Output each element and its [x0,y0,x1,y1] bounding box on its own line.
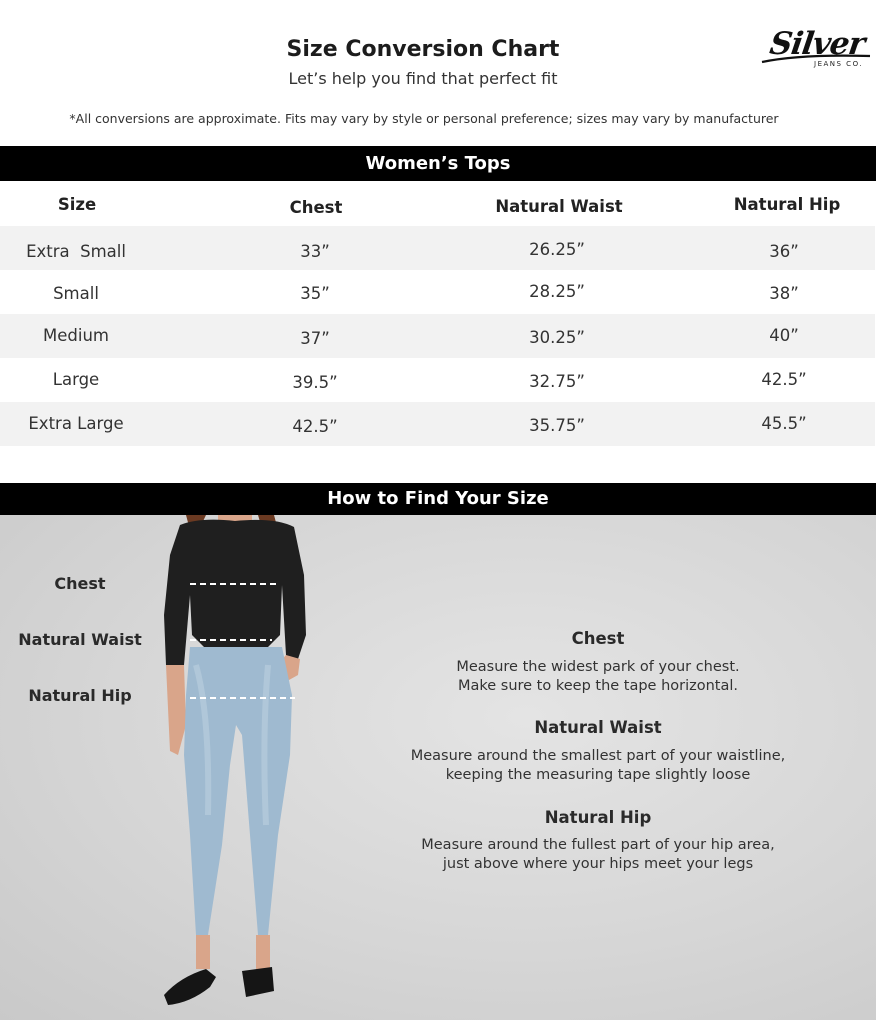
table-row [0,358,875,402]
cell-hip: 45.5” [761,414,807,433]
column-header-natural-waist: Natural Waist [495,197,623,216]
label-natural-hip: Natural Hip [28,686,132,705]
instruction-line: Make sure to keep the tape horizontal. [457,678,739,694]
page-header [0,0,880,145]
cell-size: Large [52,370,100,389]
cell-size: Extra Large [28,414,124,433]
cell-size: Small [53,284,99,303]
column-header-natural-hip: Natural Hip [733,195,841,214]
page-subtitle: Let’s help you find that perfect fit [288,69,558,88]
model-figure-illustration [150,515,320,1020]
instruction-line: just above where your hips meet your legs [442,856,754,872]
label-chest: Chest [54,574,106,593]
womens-tops-header: Women’s Tops [0,146,876,181]
logo-subtext: JEANS CO. [814,60,864,68]
instruction-line: Measure the widest park of your chest. [456,659,740,675]
cell-chest: 39.5” [292,373,338,392]
cell-hip: 36” [769,242,799,261]
cell-chest: 42.5” [292,417,338,436]
table-row [0,270,875,314]
cell-size: Extra Small [26,242,126,261]
instruction-title-natural-hip: Natural Hip [544,808,652,827]
cell-waist: 30.25” [529,328,585,347]
cell-chest: 37” [300,329,330,348]
cell-chest: 33” [300,242,330,261]
column-header-size: Size [57,195,97,214]
how-to-find-size-header: How to Find Your Size [0,483,876,515]
table-row [0,314,875,358]
cell-waist: 35.75” [529,416,585,435]
cell-chest: 35” [300,284,330,303]
how-to-measure-panel [0,515,876,1020]
column-header-chest: Chest [289,198,343,217]
table-row [0,402,875,446]
instruction-line: Measure around the fullest part of your hip area, [421,837,775,853]
instruction-title-chest: Chest [571,629,625,648]
logo-wordmark: Silver [767,26,867,62]
size-table-header [0,182,875,226]
label-natural-waist: Natural Waist [18,630,142,649]
instruction-line: keeping the measuring tape slightly loose [445,767,751,783]
instruction-text-natural-hip [398,836,798,874]
cell-waist: 26.25” [529,240,585,259]
instruction-title-natural-waist: Natural Waist [534,718,662,737]
cell-hip: 40” [769,326,799,345]
page-title: Size Conversion Chart [286,37,560,62]
instruction-text-chest [398,658,798,696]
instruction-text-natural-waist [398,747,798,785]
disclaimer-text: *All conversions are approximate. Fits may vary by style or personal preference; sizes may vary by manufacturer [69,111,779,126]
cell-size: Medium [43,326,109,345]
cell-waist: 32.75” [529,372,585,391]
size-table [0,182,875,446]
silver-jeans-logo [760,24,876,74]
instruction-line: Measure around the smallest part of your waistline, [410,748,786,764]
table-row [0,226,875,270]
cell-waist: 28.25” [529,282,585,301]
cell-hip: 42.5” [761,370,807,389]
cell-hip: 38” [769,284,799,303]
